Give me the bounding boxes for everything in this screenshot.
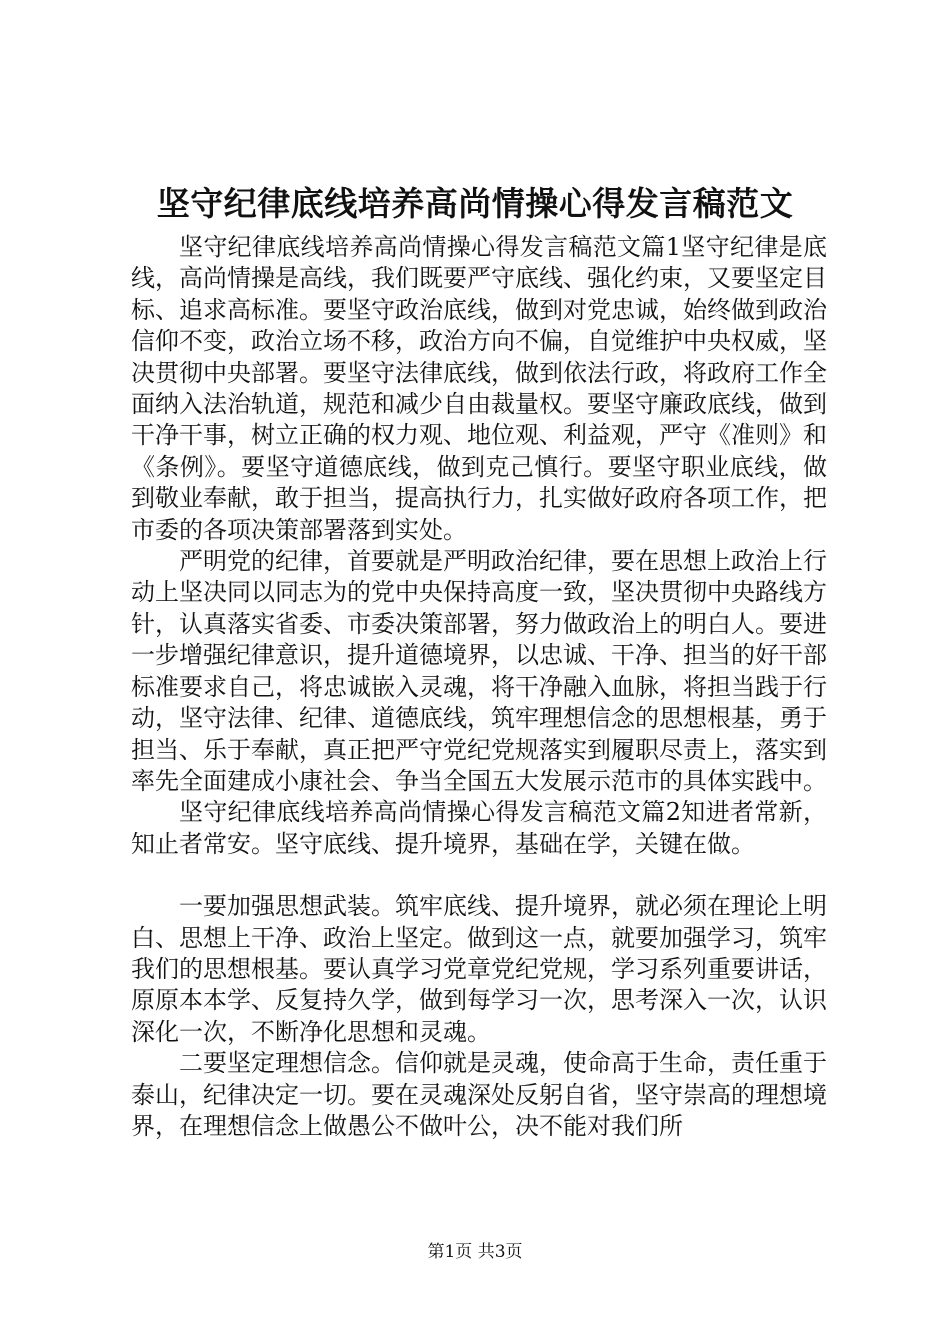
paragraph-2: 严明党的纪律，首要就是严明政治纪律，要在思想上政治上行动上坚决同以同志为的党中央保持高度一致，坚决贯彻中央路线方针，认真落实省委、市委决策部署，努力做政治上的明白人。要进一步增强纪律意识，提升道德境界，以忠诚、干净、担当的好干部标准要求自己，将忠诚嵌入灵魂，将干净融入血脉，将担当践于行动，坚守法律、纪律、道德底线，筑牢理想信念的思想根基，勇于担当、乐于奉献，真正把严守党纪党规落实到履职尽责上，落实到率先全面建成小康社会、争当全国五大发展示范市的具体实践中。 — [131, 547, 827, 795]
paragraph-4: 一要加强思想武装。筑牢底线、提升境界，就必须在理论上明白、思想上干净、政治上坚定。做到这一点，就要加强学习，筑牢我们的思想根基。要认真学习党章党纪党规，学习系列重要讲话，原原本本学、反复持久学，做到每学习一次，思考深入一次，认识深化一次，不断净化思想和灵魂。 — [131, 892, 827, 1046]
document-title: 坚守纪律底线培养高尚情操心得发言稿范文 — [156, 184, 794, 223]
page-footer: 第1页 共3页 — [427, 1242, 523, 1262]
document-body — [131, 232, 827, 1142]
paragraph-spacer — [131, 860, 827, 891]
paragraph-1: 坚守纪律底线培养高尚情操心得发言稿范文篇1坚守纪律是底线，高尚情操是高线，我们既要严守底线、强化约束，又要坚定目标、追求高标准。要坚守政治底线，做到对党忠诚，始终做到政治信仰不变，政治立场不移，政治方向不偏，自觉维护中央权威，坚决贯彻中央部署。要坚守法律底线，做到依法行政，将政府工作全面纳入法治轨道，规范和减少自由裁量权。要坚守廉政底线，做到干净干事，树立正确的权力观、地位观、利益观，严守《准则》和《条例》。要坚守道德底线，做到克己慎行。要坚守职业底线，做到敬业奉献，敢于担当，提高执行力，扎实做好政府各项工作，把市委的各项决策部署落到实处。 — [131, 233, 827, 544]
paragraph-5: 二要坚定理想信念。信仰就是灵魂，使命高于生命，责任重于泰山，纪律决定一切。要在灵魂深处反躬自省，坚守崇高的理想境界，在理想信念上做愚公不做叶公，决不能对我们所 — [131, 1049, 827, 1140]
paragraph-3: 坚守纪律底线培养高尚情操心得发言稿范文篇2知进者常新，知止者常安。坚守底线、提升境界，基础在学，关键在做。 — [131, 798, 827, 858]
